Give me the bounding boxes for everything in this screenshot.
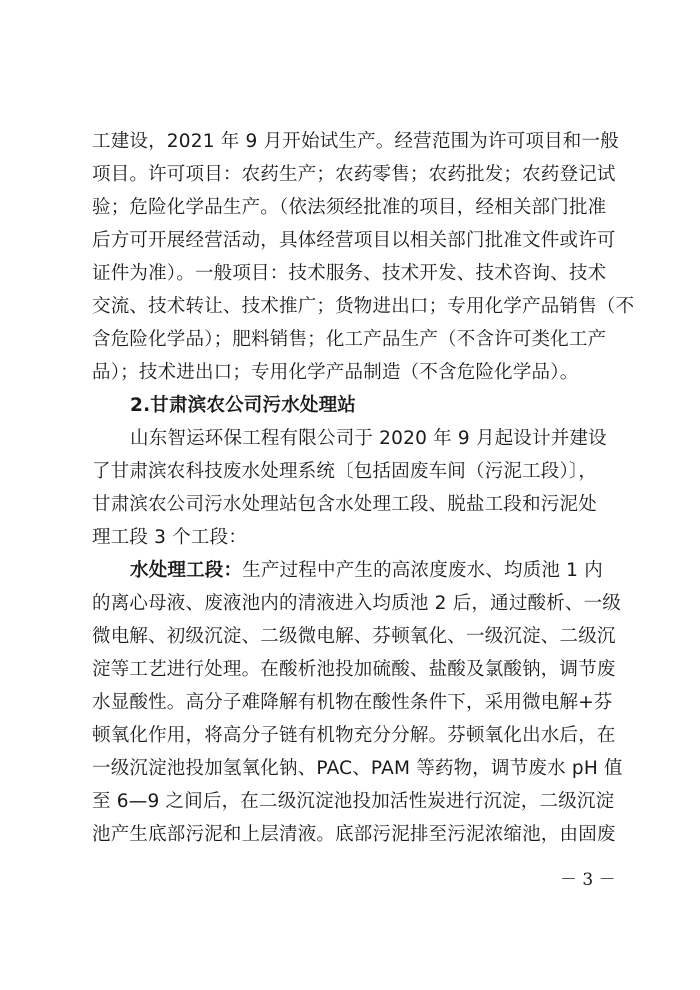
paragraph-first-line	[130, 554, 622, 587]
paragraph-line: 山东智运环保工程有限公司于 2020 年 9 月起设计并建设	[130, 428, 607, 449]
paragraph-line: 淀等工艺进行处理。在酸析池投加硫酸、盐酸及氯酸钠，调节废	[92, 659, 616, 680]
paragraph-line: 证件为准）。一般项目：技术服务、技术开发、技术咨询、技术	[92, 263, 607, 284]
paragraph-line: 微电解、初级沉淀、二级微电解、芬顿氧化、一级沉淀、二级沉	[92, 626, 616, 647]
paragraph-line: 后方可开展经营活动，具体经营项目以相关部门批准文件或许可	[92, 230, 616, 251]
paragraph-line: 交流、技术转让、技术推广；货物进出口；专用化学产品销售（不	[92, 296, 635, 317]
paragraph-line: 池产生底部污泥和上层清液。底部污泥排至污泥浓缩池，由固废	[92, 824, 616, 845]
paragraph-line: 的离心母液、废液池内的清液进入均质池 2 后，通过酸析、一级	[92, 593, 622, 614]
paragraph-line: 含危险化学品）；肥料销售；化工产品生产（不含许可类化工产	[92, 329, 607, 350]
paragraph-line: 顿氧化作用，将高分子链有机物充分分解。芬顿氧化出水后，在	[92, 725, 616, 746]
paragraph-line: 了甘肃滨农科技废水处理系统〔包括固废车间（污泥工段）〕，	[92, 461, 598, 482]
paragraph-label: 水处理工段：	[130, 560, 243, 581]
paragraph-line: 甘肃滨农公司污水处理站包含水处理工段、脱盐工段和污泥处	[92, 494, 597, 515]
paragraph-text: 生产过程中产生的高浓度废水、均质池 1 内	[242, 560, 603, 581]
paragraph-line: 至 6—9 之间后，在二级沉淀池投加活性炭进行沉淀，二级沉淀	[92, 791, 615, 812]
paragraph-line: 一级沉淀池投加氢氧化钠、PAC、PAM 等药物，调节废水 pH 值	[92, 758, 623, 779]
paragraph-line: 项目。许可项目：农药生产；农药零售；农药批发；农药登记试	[92, 164, 616, 185]
page-number: － 3 －	[560, 870, 616, 890]
paragraph-line: 验；危险化学品生产。（依法须经批准的项目，经相关部门批准	[92, 197, 607, 218]
section-heading: 2.甘肃滨农公司污水处理站	[130, 395, 357, 416]
paragraph-line: 品）；技术进出口；专用化学产品制造（不含危险化学品）。	[92, 362, 579, 383]
paragraph-line: 水显酸性。高分子难降解有机物在酸性条件下，采用微电解+芬	[92, 692, 613, 713]
paragraph-line: 工建设，2021 年 9 月开始试生产。经营范围为许可项目和一般	[92, 131, 619, 152]
paragraph-line: 理工段 3 个工段：	[92, 527, 248, 548]
